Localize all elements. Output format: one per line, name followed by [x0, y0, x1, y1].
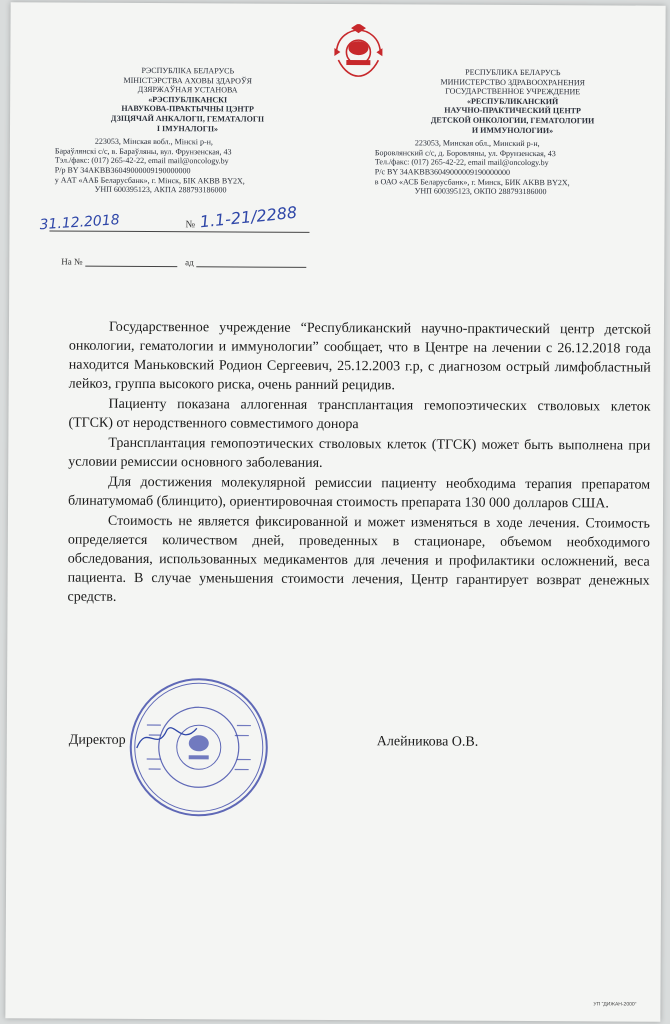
header-left-addr-6: УНП 600395123, АКПА 288793186000 [94, 184, 227, 195]
body-paragraph-3: Трансплантация гемопоэтических стволовых клеток (ТГСК) может быть выполнена при условии ремиссии основного заболевания. [68, 435, 651, 471]
header-right-type: ГОСУДАРСТВЕННОЕ УЧРЕЖДЕНИЕ [445, 86, 581, 97]
header-right-ministry: МИНИСТЕРСТВО ЗДРАВООХРАНЕНИЯ [440, 77, 585, 87]
reference-line [61, 257, 306, 268]
header-left-name-1: «РЭСПУБЛІКАНСКІ [148, 94, 228, 105]
header-left-addr-4: Р/р BY 34AKBB36049000009190000000 [54, 165, 191, 176]
header-left-addr-3: Тэл./факс: (017) 265-42-22, email mail@oncology.by [54, 155, 229, 166]
outgoing-number: 1.1-21/2288 [198, 202, 298, 232]
reference-number-label: На № [61, 256, 83, 267]
header-right-name-4: И ИММУНОЛОГИИ» [471, 125, 554, 135]
body-paragraph-5: Стоимость не является фиксированной и может изменяться в ходе лечения. Стоимость определяется количеством дней, проведенных в стационаре, объемом необходимого обследования, использованных медикаментов для лечения и профилактики осложнений, веса пациента. В случае уменьшения стоимости лечения, Центр гарантирует возврат денежных средств. [67, 513, 650, 605]
header-left-name-2: НАВУКОВА-ПРАКТЫЧНЫ ЦЭНТР [121, 104, 254, 114]
header-right-addr-4: Р/с BY 34AKBB36049000009190000000 [374, 167, 511, 177]
reference-date-blank [196, 266, 306, 268]
header-left-country: РЭСПУБЛІКА БЕЛАРУСЬ [141, 65, 235, 76]
header-left [55, 66, 321, 196]
body-paragraph-2: Пациенту показана аллогенная трансплантация гемопоэтических стволовых клеток (ТГСК) от неродственного совместимого донора [68, 396, 651, 433]
signature-mark [132, 718, 202, 758]
signatory-name: Алейникова О.В. [376, 734, 479, 750]
header-left-type: ДЗЯРЖАЎНАЯ УСТАНОВА [137, 85, 238, 95]
header-right-country: РЕСПУБЛИКА БЕЛАРУСЬ [465, 67, 561, 78]
letter-page [5, 2, 665, 1021]
header-right-addr-6: УНП 600395123, ОКПО 288793186000 [414, 186, 547, 197]
header-left-addr-5: у ААТ «ААБ Беларусбанк», г. Мінск, БІК AKBB BY2X, [54, 175, 245, 186]
header-left-addr-1: 223053, Мінская вобл., Мінскі р-н, [94, 136, 213, 147]
header-right-addr-1: 223053, Минская обл., Минский р-н, [414, 138, 540, 149]
header-left-name-3: ДЗІЦЯЧАЙ АНКАЛОГІІ, ГЕМАТАЛОГІІ [110, 113, 265, 124]
outgoing-date: 31.12.2018 [39, 212, 121, 234]
outgoing-number-label: № [185, 219, 196, 231]
reference-number-blank [85, 266, 177, 267]
header-right-addr-5: в ОАО «АСБ Беларусбанк», г. Минск, БИК AKBB BY2X, [374, 176, 570, 187]
outgoing-line [49, 230, 309, 232]
header-right [375, 67, 651, 197]
printer-mark: УП "ДИЖАН-2000" [593, 1001, 637, 1008]
body-paragraph-1: Государственное учреждение “Республиканский научно-практический центр детской онкологии, гематологии и иммунологии” сообщает, что в Центре на лечении с 26.12.2018 года находится Маньковский Родион Сергеевич, 25.12.2003 г.р, с диагнозом острый лимфобластный лейкоз, группа высокого риска, очень ранний рецидив. [68, 319, 651, 394]
letter-body [68, 318, 652, 610]
header-right-name-3: ДЕТСКОЙ ОНКОЛОГИИ, ГЕМАТОЛОГИИ [430, 115, 595, 126]
header-left-ministry: МІНІСТЭРСТВА АХОВЫ ЗДАРОЎЯ [123, 75, 252, 86]
header-right-addr-2: Боровлянский с/с, д. Боровляны, ул. Фрунзенская, 43 [374, 147, 556, 158]
reference-date-label: ад [185, 257, 194, 268]
body-paragraph-4: Для достижения молекулярной ремиссии пациенту необходима терапия препаратом блинатумомаб (блинцито), ориентировочная стоимость препарата 130 000 долларов США. [68, 474, 651, 512]
header-left-name-4: І ІМУНАЛОГІІ» [156, 123, 219, 133]
header-right-name-2: НАУЧНО-ПРАКТИЧЕСКИЙ ЦЕНТР [444, 105, 581, 116]
header-right-addr-3: Тел./факс: (017) 265-42-22, email mail@oncology.by [374, 157, 549, 168]
header-right-name-1: «РЕСПУБЛИКАНСКИЙ [467, 96, 559, 106]
signatory-title: Директор [68, 732, 126, 748]
header-left-addr-2: Бараўлянскі с/с, в. Бараўляны, вул. Фрунзенская, 43 [54, 146, 232, 157]
